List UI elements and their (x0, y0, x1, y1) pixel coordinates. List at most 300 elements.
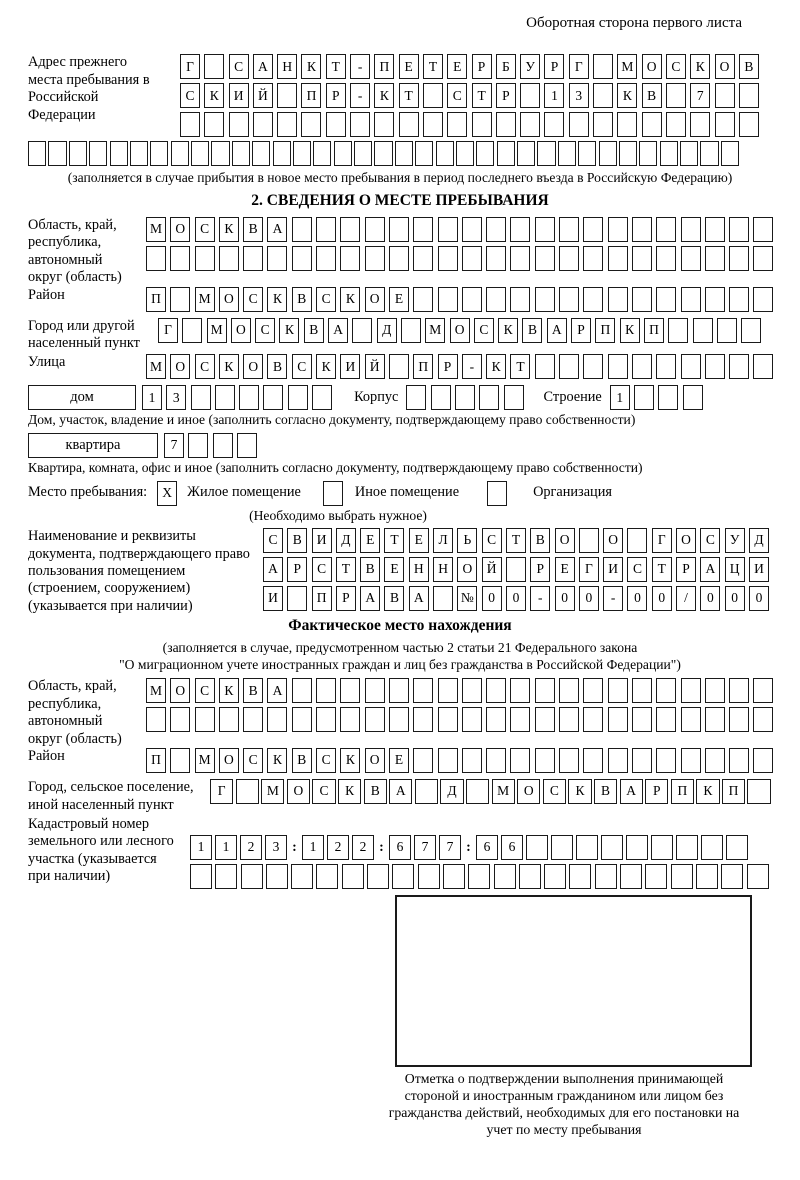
form-cell[interactable] (583, 217, 603, 242)
form-cell[interactable] (48, 141, 66, 166)
form-cell[interactable]: № (457, 586, 477, 611)
form-cell[interactable]: О (457, 557, 477, 582)
form-cell[interactable] (340, 246, 360, 271)
form-cell[interactable]: К (617, 83, 637, 108)
form-cell[interactable] (705, 354, 725, 379)
form-cell[interactable] (389, 217, 409, 242)
form-cell[interactable] (715, 83, 735, 108)
form-cell[interactable] (243, 707, 263, 732)
form-cell[interactable] (301, 112, 321, 137)
fact-gorod-row[interactable] (210, 779, 771, 804)
form-cell[interactable] (486, 707, 506, 732)
form-cell[interactable] (28, 141, 46, 166)
form-cell[interactable]: А (267, 217, 287, 242)
form-cell[interactable] (195, 246, 215, 271)
form-cell[interactable]: Е (447, 54, 467, 79)
form-cell[interactable] (576, 835, 598, 860)
form-cell[interactable]: М (617, 54, 637, 79)
form-cell[interactable]: С (482, 528, 502, 553)
form-cell[interactable] (656, 246, 676, 271)
form-cell[interactable]: 3 (265, 835, 287, 860)
form-cell[interactable]: 2 (352, 835, 374, 860)
form-cell[interactable] (401, 318, 421, 343)
form-cell[interactable]: П (374, 54, 394, 79)
form-cell[interactable] (747, 779, 770, 804)
form-cell[interactable]: Г (210, 779, 233, 804)
form-cell[interactable] (236, 779, 259, 804)
form-cell[interactable]: И (749, 557, 769, 582)
form-cell[interactable]: А (389, 779, 412, 804)
form-cell[interactable] (683, 385, 703, 410)
form-cell[interactable] (535, 217, 555, 242)
form-cell[interactable] (413, 678, 433, 703)
form-cell[interactable]: К (690, 54, 710, 79)
dom-row[interactable] (142, 385, 332, 410)
form-cell[interactable] (651, 835, 673, 860)
form-cell[interactable] (517, 141, 535, 166)
form-cell[interactable] (668, 318, 688, 343)
form-cell[interactable] (626, 835, 648, 860)
form-cell[interactable]: У (725, 528, 745, 553)
form-cell[interactable] (263, 385, 283, 410)
form-cell[interactable] (619, 141, 637, 166)
form-cell[interactable]: О (170, 678, 190, 703)
form-cell[interactable]: Г (158, 318, 178, 343)
form-cell[interactable] (583, 287, 603, 312)
form-cell[interactable] (406, 385, 426, 410)
form-cell[interactable] (479, 385, 499, 410)
form-cell[interactable] (681, 748, 701, 773)
kvartira-row[interactable] (164, 433, 257, 458)
form-cell[interactable]: Р (530, 557, 550, 582)
form-cell[interactable]: 0 (627, 586, 647, 611)
form-cell[interactable]: Т (423, 54, 443, 79)
form-cell[interactable] (392, 864, 414, 889)
korpus-row[interactable] (406, 385, 523, 410)
form-cell[interactable] (496, 112, 516, 137)
form-cell[interactable] (497, 141, 515, 166)
form-cell[interactable] (656, 217, 676, 242)
gorod-row[interactable] (158, 318, 761, 343)
kadastr-row-1[interactable] (190, 835, 769, 860)
form-cell[interactable]: С (263, 528, 283, 553)
form-cell[interactable] (277, 112, 297, 137)
form-cell[interactable] (747, 864, 769, 889)
form-cell[interactable]: Е (384, 557, 404, 582)
form-cell[interactable] (415, 141, 433, 166)
form-cell[interactable] (608, 678, 628, 703)
form-cell[interactable]: 7 (439, 835, 461, 860)
form-cell[interactable]: 0 (700, 586, 720, 611)
form-cell[interactable] (729, 707, 749, 732)
form-cell[interactable] (433, 586, 453, 611)
form-cell[interactable] (729, 748, 749, 773)
form-cell[interactable] (656, 748, 676, 773)
form-cell[interactable] (316, 246, 336, 271)
form-cell[interactable] (273, 141, 291, 166)
form-cell[interactable]: 0 (749, 586, 769, 611)
form-cell[interactable]: И (263, 586, 283, 611)
form-cell[interactable] (476, 141, 494, 166)
form-cell[interactable] (188, 433, 208, 458)
form-cell[interactable] (354, 141, 372, 166)
form-cell[interactable] (559, 748, 579, 773)
form-cell[interactable] (316, 864, 338, 889)
form-cell[interactable] (170, 748, 190, 773)
form-cell[interactable]: П (671, 779, 694, 804)
form-cell[interactable] (559, 707, 579, 732)
form-cell[interactable] (292, 246, 312, 271)
form-cell[interactable]: - (530, 586, 550, 611)
form-cell[interactable]: А (267, 678, 287, 703)
form-cell[interactable]: Р (287, 557, 307, 582)
form-cell[interactable] (510, 707, 530, 732)
form-cell[interactable]: - (350, 83, 370, 108)
form-cell[interactable] (559, 354, 579, 379)
form-cell[interactable] (729, 678, 749, 703)
form-cell[interactable]: Н (433, 557, 453, 582)
form-cell[interactable]: П (644, 318, 664, 343)
form-cell[interactable]: О (365, 287, 385, 312)
form-cell[interactable] (579, 528, 599, 553)
form-cell[interactable] (472, 112, 492, 137)
form-cell[interactable] (535, 748, 555, 773)
form-cell[interactable]: С (316, 287, 336, 312)
form-cell[interactable] (413, 748, 433, 773)
form-cell[interactable] (69, 141, 87, 166)
fact-oblast-row-2[interactable] (146, 707, 773, 732)
form-cell[interactable]: 1 (610, 385, 630, 410)
form-cell[interactable]: Т (472, 83, 492, 108)
form-cell[interactable] (342, 864, 364, 889)
form-cell[interactable] (627, 528, 647, 553)
form-cell[interactable] (312, 385, 332, 410)
form-cell[interactable] (326, 112, 346, 137)
form-cell[interactable] (237, 433, 257, 458)
form-cell[interactable] (510, 287, 530, 312)
form-cell[interactable]: К (219, 678, 239, 703)
form-cell[interactable] (753, 748, 773, 773)
form-cell[interactable] (729, 217, 749, 242)
form-cell[interactable] (89, 141, 107, 166)
form-cell[interactable] (620, 864, 642, 889)
fact-raion-row[interactable] (146, 748, 773, 773)
form-cell[interactable] (729, 287, 749, 312)
form-cell[interactable]: О (517, 779, 540, 804)
form-cell[interactable] (729, 246, 749, 271)
form-cell[interactable] (608, 707, 628, 732)
form-cell[interactable]: 3 (166, 385, 186, 410)
form-cell[interactable]: 1 (215, 835, 237, 860)
form-cell[interactable] (608, 748, 628, 773)
form-cell[interactable]: Л (433, 528, 453, 553)
form-cell[interactable]: Д (749, 528, 769, 553)
form-cell[interactable]: В (243, 217, 263, 242)
form-cell[interactable] (510, 246, 530, 271)
form-cell[interactable]: О (219, 748, 239, 773)
form-cell[interactable] (681, 217, 701, 242)
form-cell[interactable]: 2 (327, 835, 349, 860)
form-cell[interactable] (559, 678, 579, 703)
form-cell[interactable]: Р (676, 557, 696, 582)
form-cell[interactable]: В (384, 586, 404, 611)
form-cell[interactable]: К (340, 748, 360, 773)
form-cell[interactable] (681, 246, 701, 271)
form-cell[interactable]: П (595, 318, 615, 343)
form-cell[interactable]: 3 (569, 83, 589, 108)
fact-oblast-row-1[interactable] (146, 678, 773, 703)
form-cell[interactable] (593, 54, 613, 79)
form-cell[interactable] (365, 678, 385, 703)
form-cell[interactable] (681, 707, 701, 732)
form-cell[interactable] (334, 141, 352, 166)
form-cell[interactable] (645, 864, 667, 889)
form-cell[interactable]: Т (326, 54, 346, 79)
form-cell[interactable] (146, 246, 166, 271)
form-cell[interactable] (418, 864, 440, 889)
form-cell[interactable] (656, 354, 676, 379)
form-cell[interactable]: Е (409, 528, 429, 553)
form-cell[interactable]: М (195, 287, 215, 312)
form-cell[interactable]: К (219, 354, 239, 379)
form-cell[interactable] (399, 112, 419, 137)
form-cell[interactable]: С (666, 54, 686, 79)
form-cell[interactable] (681, 354, 701, 379)
form-cell[interactable] (583, 678, 603, 703)
form-cell[interactable] (601, 835, 623, 860)
form-cell[interactable] (486, 287, 506, 312)
form-cell[interactable]: 0 (482, 586, 502, 611)
form-cell[interactable]: С (243, 287, 263, 312)
form-cell[interactable] (438, 678, 458, 703)
form-cell[interactable] (656, 287, 676, 312)
form-cell[interactable]: С (312, 779, 335, 804)
form-cell[interactable]: 0 (652, 586, 672, 611)
form-cell[interactable] (510, 748, 530, 773)
form-cell[interactable] (170, 246, 190, 271)
form-cell[interactable]: К (338, 779, 361, 804)
form-cell[interactable] (705, 217, 725, 242)
form-cell[interactable] (413, 287, 433, 312)
form-cell[interactable]: А (409, 586, 429, 611)
form-cell[interactable] (316, 678, 336, 703)
form-cell[interactable]: 0 (579, 586, 599, 611)
form-cell[interactable] (632, 354, 652, 379)
form-cell[interactable] (753, 287, 773, 312)
form-cell[interactable] (520, 83, 540, 108)
form-cell[interactable]: / (676, 586, 696, 611)
form-cell[interactable]: М (146, 678, 166, 703)
form-cell[interactable] (292, 707, 312, 732)
form-cell[interactable]: К (219, 217, 239, 242)
form-cell[interactable] (486, 246, 506, 271)
form-cell[interactable]: Р (496, 83, 516, 108)
form-cell[interactable] (191, 141, 209, 166)
form-cell[interactable]: Т (652, 557, 672, 582)
form-cell[interactable]: - (350, 54, 370, 79)
form-cell[interactable] (608, 246, 628, 271)
form-cell[interactable]: В (642, 83, 662, 108)
form-cell[interactable] (510, 217, 530, 242)
form-cell[interactable] (293, 141, 311, 166)
form-cell[interactable]: К (204, 83, 224, 108)
prev-address-row-2[interactable] (180, 83, 759, 108)
form-cell[interactable]: С (195, 354, 215, 379)
form-cell[interactable] (190, 864, 212, 889)
form-cell[interactable] (666, 112, 686, 137)
form-cell[interactable] (130, 141, 148, 166)
form-cell[interactable] (219, 246, 239, 271)
form-cell[interactable] (583, 246, 603, 271)
form-cell[interactable] (195, 707, 215, 732)
form-cell[interactable] (726, 835, 748, 860)
form-cell[interactable]: А (328, 318, 348, 343)
form-cell[interactable]: К (301, 54, 321, 79)
oblast-row-2[interactable] (146, 246, 773, 271)
form-cell[interactable]: С (180, 83, 200, 108)
form-cell[interactable]: 6 (389, 835, 411, 860)
form-cell[interactable] (721, 141, 739, 166)
form-cell[interactable] (171, 141, 189, 166)
form-cell[interactable]: И (340, 354, 360, 379)
form-cell[interactable]: Й (482, 557, 502, 582)
form-cell[interactable]: К (498, 318, 518, 343)
form-cell[interactable]: Т (399, 83, 419, 108)
form-cell[interactable]: С (312, 557, 332, 582)
form-cell[interactable] (660, 141, 678, 166)
form-cell[interactable] (219, 707, 239, 732)
form-cell[interactable]: М (146, 217, 166, 242)
form-cell[interactable] (632, 217, 652, 242)
form-cell[interactable]: М (492, 779, 515, 804)
form-cell[interactable] (506, 557, 526, 582)
form-cell[interactable] (438, 287, 458, 312)
form-cell[interactable]: Б (496, 54, 516, 79)
prev-address-row-3[interactable] (180, 112, 759, 137)
form-cell[interactable] (535, 678, 555, 703)
form-cell[interactable]: С (316, 748, 336, 773)
form-cell[interactable]: Е (360, 528, 380, 553)
form-cell[interactable] (316, 217, 336, 242)
form-cell[interactable]: Е (389, 748, 409, 773)
form-cell[interactable] (753, 246, 773, 271)
form-cell[interactable] (700, 141, 718, 166)
form-cell[interactable]: В (364, 779, 387, 804)
form-cell[interactable] (486, 678, 506, 703)
form-cell[interactable] (292, 678, 312, 703)
form-cell[interactable] (642, 112, 662, 137)
form-cell[interactable] (569, 112, 589, 137)
form-cell[interactable]: К (267, 748, 287, 773)
form-cell[interactable]: Г (180, 54, 200, 79)
form-cell[interactable] (267, 707, 287, 732)
form-cell[interactable] (213, 433, 233, 458)
form-cell[interactable] (486, 748, 506, 773)
form-cell[interactable]: М (425, 318, 445, 343)
form-cell[interactable]: 1 (544, 83, 564, 108)
form-cell[interactable] (287, 586, 307, 611)
form-cell[interactable]: А (700, 557, 720, 582)
form-cell[interactable]: 6 (501, 835, 523, 860)
form-cell[interactable]: М (146, 354, 166, 379)
form-cell[interactable] (632, 246, 652, 271)
form-cell[interactable]: К (316, 354, 336, 379)
form-cell[interactable]: А (263, 557, 283, 582)
form-cell[interactable] (693, 318, 713, 343)
form-cell[interactable] (413, 707, 433, 732)
form-cell[interactable]: 1 (142, 385, 162, 410)
form-cell[interactable]: П (413, 354, 433, 379)
form-cell[interactable] (462, 707, 482, 732)
form-cell[interactable]: Д (336, 528, 356, 553)
form-cell[interactable] (252, 141, 270, 166)
form-cell[interactable] (632, 748, 652, 773)
form-cell[interactable] (680, 141, 698, 166)
form-cell[interactable]: Т (384, 528, 404, 553)
form-cell[interactable]: В (287, 528, 307, 553)
form-cell[interactable] (150, 141, 168, 166)
form-cell[interactable]: К (568, 779, 591, 804)
form-cell[interactable]: М (261, 779, 284, 804)
form-cell[interactable] (266, 864, 288, 889)
form-cell[interactable] (395, 141, 413, 166)
form-cell[interactable] (431, 385, 451, 410)
form-cell[interactable] (753, 707, 773, 732)
form-cell[interactable]: О (450, 318, 470, 343)
form-cell[interactable] (520, 112, 540, 137)
form-cell[interactable] (671, 864, 693, 889)
form-cell[interactable]: - (462, 354, 482, 379)
form-cell[interactable] (526, 835, 548, 860)
form-cell[interactable] (423, 83, 443, 108)
form-cell[interactable] (455, 385, 475, 410)
doc-row-2[interactable] (263, 557, 769, 582)
form-cell[interactable]: Й (365, 354, 385, 379)
form-cell[interactable]: О (219, 287, 239, 312)
form-cell[interactable] (559, 246, 579, 271)
form-cell[interactable]: П (722, 779, 745, 804)
form-cell[interactable] (681, 287, 701, 312)
form-cell[interactable] (415, 779, 438, 804)
form-cell[interactable]: И (312, 528, 332, 553)
form-cell[interactable] (696, 864, 718, 889)
form-cell[interactable] (350, 112, 370, 137)
form-cell[interactable] (537, 141, 555, 166)
form-cell[interactable]: Т (506, 528, 526, 553)
form-cell[interactable] (705, 678, 725, 703)
form-cell[interactable] (313, 141, 331, 166)
form-cell[interactable]: В (530, 528, 550, 553)
form-cell[interactable]: С (195, 217, 215, 242)
form-cell[interactable] (277, 83, 297, 108)
form-cell[interactable]: С (543, 779, 566, 804)
checkbox-organizatsiya[interactable] (487, 481, 507, 506)
form-cell[interactable] (316, 707, 336, 732)
form-cell[interactable] (681, 678, 701, 703)
form-cell[interactable]: О (676, 528, 696, 553)
form-cell[interactable]: К (279, 318, 299, 343)
form-cell[interactable] (466, 779, 489, 804)
form-cell[interactable] (593, 112, 613, 137)
prev-address-row-4[interactable] (28, 141, 772, 166)
form-cell[interactable] (551, 835, 573, 860)
checkbox-zhiloe[interactable]: X (157, 481, 177, 506)
form-cell[interactable] (241, 864, 263, 889)
form-cell[interactable] (504, 385, 524, 410)
form-cell[interactable]: Н (409, 557, 429, 582)
form-cell[interactable]: О (231, 318, 251, 343)
form-cell[interactable] (239, 385, 259, 410)
